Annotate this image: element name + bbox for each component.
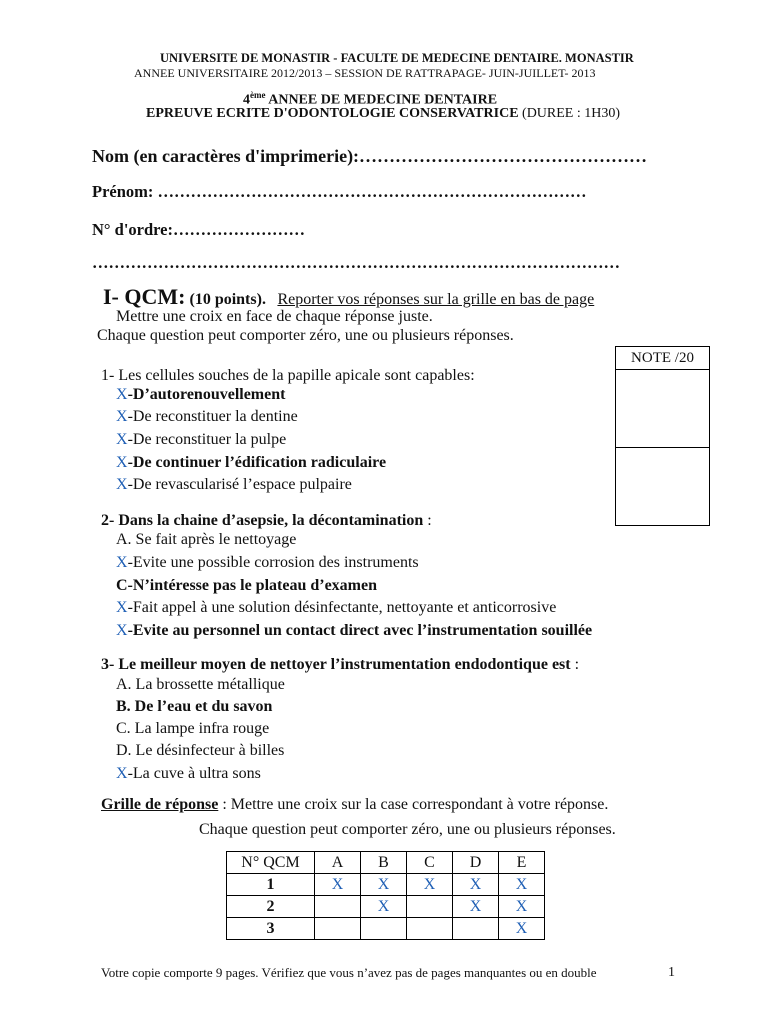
- header-session: ANNEE UNIVERSITAIRE 2012/2013 – SESSION DE RATTRAPAGE- JUIN-JUILLET- 2013: [134, 66, 596, 80]
- grid-header-row: [227, 852, 545, 874]
- grid-header-cell: N° QCM: [227, 852, 315, 874]
- question-1-stem: 1- Les cellules souches de la papille apicale sont capables:: [101, 367, 475, 384]
- grid-cell[interactable]: X: [315, 874, 361, 896]
- grid-cell[interactable]: [361, 918, 407, 940]
- qcm-instruction-2: Chaque question peut comporter zéro, une ou plusieurs réponses.: [97, 327, 514, 344]
- grid-subtitle: Chaque question peut comporter zéro, une ou plusieurs réponses.: [199, 821, 616, 838]
- question-3-option[interactable]: X-La cuve à ultra sons: [116, 765, 261, 782]
- grid-question-number: 1: [227, 874, 315, 896]
- question-2-option[interactable]: X-Fait appel à une solution désinfectante, nettoyante et anticorrosive: [116, 599, 557, 616]
- question-1-option[interactable]: X-De reconstituer la dentine: [116, 408, 298, 425]
- grid-header-cell: E: [499, 852, 545, 874]
- answer-grid: [226, 851, 545, 940]
- grid-cell[interactable]: X: [361, 896, 407, 918]
- grid-title: Grille de réponse : Mettre une croix sur la case correspondant à votre réponse.: [101, 796, 609, 813]
- grid-question-number: 3: [227, 918, 315, 940]
- grid-cell[interactable]: [315, 918, 361, 940]
- grid-header-cell: D: [453, 852, 499, 874]
- grid-cell[interactable]: X: [453, 896, 499, 918]
- question-2-option[interactable]: A. Se fait après le nettoyage: [116, 531, 297, 548]
- grid-cell[interactable]: [407, 896, 453, 918]
- qcm-title: I- QCM: (10 points). Reporter vos réponses sur la grille en bas de page: [103, 284, 595, 309]
- grid-row: [227, 896, 545, 918]
- question-3-option[interactable]: B. De l’eau et du savon: [116, 698, 273, 715]
- grid-cell[interactable]: X: [407, 874, 453, 896]
- grid-cell[interactable]: X: [499, 896, 545, 918]
- page-number: 1: [668, 965, 675, 980]
- grid-cell[interactable]: [407, 918, 453, 940]
- grid-cell[interactable]: [453, 918, 499, 940]
- note-label: NOTE /20: [616, 347, 709, 370]
- question-1-option[interactable]: X-D’autorenouvellement: [116, 386, 286, 403]
- grid-cell[interactable]: X: [453, 874, 499, 896]
- question-1-option[interactable]: X-De continuer l’édification radiculaire: [116, 454, 387, 471]
- prenom-field[interactable]: Prénom: ……………………………………………………………………: [92, 182, 587, 201]
- header-exam: EPREUVE ECRITE D'ODONTOLOGIE CONSERVATRICE (DUREE : 1H30): [146, 106, 621, 121]
- question-1-option[interactable]: X-De revascularisé l’espace pulpaire: [116, 476, 352, 493]
- grid-header-cell: A: [315, 852, 361, 874]
- grid-header-cell: B: [361, 852, 407, 874]
- nom-field[interactable]: Nom (en caractères d'imprimerie):…………………………………………: [92, 146, 648, 166]
- question-3-option[interactable]: D. Le désinfecteur à billes: [116, 742, 285, 759]
- grid-row: [227, 918, 545, 940]
- question-2-option[interactable]: C-N’intéresse pas le plateau d’examen: [116, 577, 378, 594]
- question-2-option[interactable]: X-Evite une possible corrosion des instruments: [116, 554, 419, 571]
- footer-note: Votre copie comporte 9 pages. Vérifiez que vous n’avez pas de pages manquantes ou en double: [101, 965, 597, 980]
- blank-line[interactable]: ……………………………………………………………………………………: [92, 253, 620, 272]
- header-year: 4ème ANNEE DE MEDECINE DENTAIRE: [243, 90, 498, 108]
- question-2-option[interactable]: X-Evite au personnel un contact direct avec l’instrumentation souillée: [116, 622, 593, 639]
- ordre-field[interactable]: N° d'ordre:……………………: [92, 220, 305, 239]
- grid-header-cell: C: [407, 852, 453, 874]
- grid-question-number: 2: [227, 896, 315, 918]
- grid-row: [227, 874, 545, 896]
- question-2-stem: 2- Dans la chaine d’asepsie, la décontamination :: [101, 512, 432, 529]
- question-3-stem: 3- Le meilleur moyen de nettoyer l’instrumentation endodontique est :: [101, 656, 580, 673]
- header-university: UNIVERSITE DE MONASTIR - FACULTE DE MEDECINE DENTAIRE. MONASTIR: [160, 51, 634, 65]
- grid-cell[interactable]: X: [361, 874, 407, 896]
- grid-cell[interactable]: X: [499, 918, 545, 940]
- qcm-instruction: Mettre une croix en face de chaque réponse juste.: [116, 308, 433, 325]
- question-1-option[interactable]: X-De reconstituer la pulpe: [116, 431, 287, 448]
- grid-cell[interactable]: X: [499, 874, 545, 896]
- question-3-option[interactable]: A. La brossette métallique: [116, 676, 285, 693]
- question-3-option[interactable]: C. La lampe infra rouge: [116, 720, 270, 737]
- note-cell[interactable]: [616, 370, 709, 448]
- grid-cell[interactable]: [315, 896, 361, 918]
- note-box: [615, 346, 710, 526]
